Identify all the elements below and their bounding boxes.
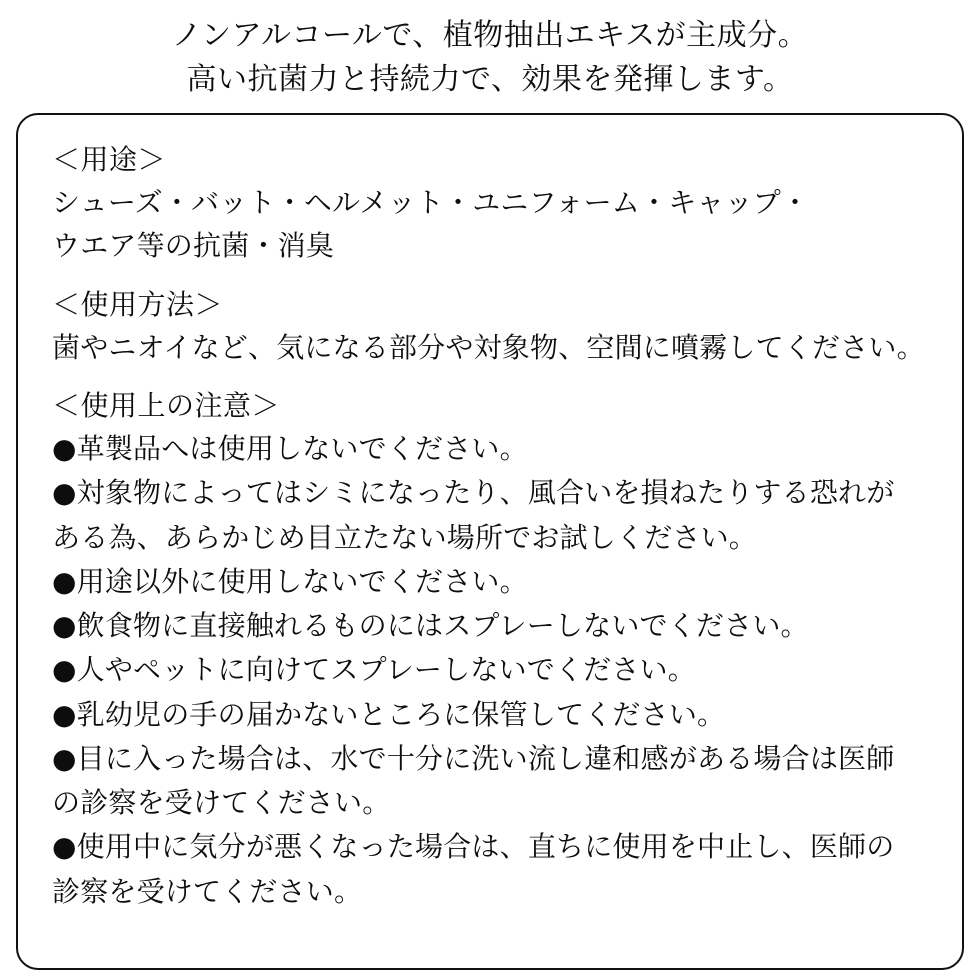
caution-line-10: ●使用中に気分が悪くなった場合は、直ちに使用を中止し、医師の — [52, 830, 895, 864]
section-cautions-heading: ＜使用上の注意＞ — [52, 389, 281, 423]
section-howto-heading: ＜使用方法＞ — [52, 287, 224, 321]
instructions-panel — [16, 113, 964, 970]
caution-line-8: ●目に入った場合は、水で十分に洗い流し違和感がある場合は医師 — [52, 741, 895, 775]
caution-line-1: ●革製品へは使用しないでください。 — [52, 432, 528, 466]
caution-line-2: ●対象物によってはシミになったり、風合いを損ねたりする恐れが — [52, 476, 895, 510]
intro-line-2: 高い抗菌力と持続力で、効果を発揮します。 — [186, 61, 794, 97]
caution-line-6: ●人やペットに向けてスプレーしないでください。 — [52, 653, 696, 687]
section-howto-line-1: 菌やニオイなど、気になる部分や対象物、空間に噴霧してください。 — [52, 330, 925, 364]
section-usage-line-2: ウエア等の抗菌・消臭 — [52, 229, 335, 263]
section-usage-line-1: シューズ・バット・ヘルメット・ユニフォーム・キャップ・ — [52, 186, 810, 219]
section-usage-body — [52, 181, 936, 268]
section-cautions — [52, 385, 936, 914]
section-howto-body — [52, 326, 936, 369]
caution-line-3: ある為、あらかじめ目立たない場所でお試しください。 — [52, 520, 758, 554]
caution-line-9: の診察を受けてください。 — [52, 786, 391, 820]
section-usage — [52, 139, 936, 268]
caution-line-5: ●飲食物に直接触れるものにはスプレーしないでください。 — [52, 609, 809, 643]
intro-line-1: ノンアルコールで、植物抽出エキスが主成分。 — [171, 18, 809, 53]
intro-text — [0, 0, 980, 101]
section-howto — [52, 284, 936, 369]
caution-line-11: 診察を受けてください。 — [52, 874, 363, 908]
section-cautions-body — [52, 427, 936, 914]
caution-line-4: ●用途以外に使用しないでください。 — [52, 564, 528, 598]
section-usage-heading: ＜用途＞ — [52, 143, 167, 176]
caution-line-7: ●乳幼児の手の届かないところに保管してください。 — [52, 697, 726, 731]
